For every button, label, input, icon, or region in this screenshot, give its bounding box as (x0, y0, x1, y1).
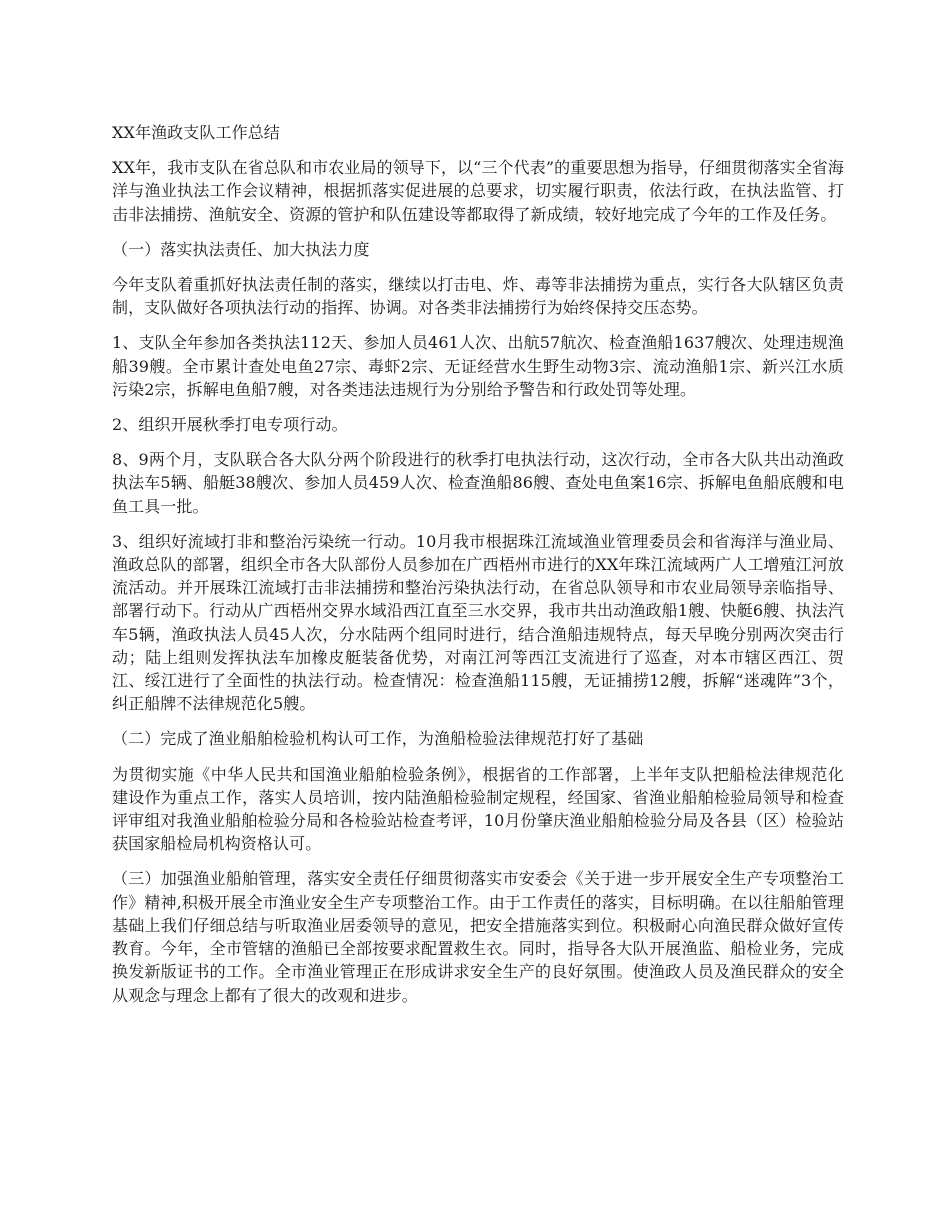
document-title: XX年渔政支队工作总结 (112, 123, 280, 142)
section-heading-1: （一）落实执法责任、加大执法力度 (112, 239, 370, 259)
paragraph: 为贯彻实施《中华人民共和国渔业船舶检验条例》，根据省的工作部署，上半年支队把船检法律规范化建设作为重点工作，落实人员培训，按内陆渔船检验制定规程，经国家、省渔业船舶检验局领导和检查评审组对我渔业船舶检验分局和各检验站检查考评，10月份肇庆渔业船舶检验分局及各县（区）检验站获国家船检局机构资格认可。 (112, 764, 844, 854)
paragraph: 8、9两个月，支队联合各大队分两个阶段进行的秋季打电执法行动，这次行动，全市各大队共出动渔政执法车5辆、船艇38艘次、参加人员459人次、检查渔船86艘、查处电鱼案16宗、拆解电鱼船底艘和电鱼工具一批。 (112, 450, 844, 516)
document-body (112, 121, 844, 1019)
paragraph: 3、组织好流域打非和整治污染统一行动。10月我市根据珠江流域渔业管理委员会和省海洋与渔业局、渔政总队的部署，组织全市各大队部份人员参加在广西梧州市进行的XX年珠江流域两广人工增殖江河放流活动。并开展珠江流域打击非法捕捞和整治污染执法行动，在省总队领导和市农业局领导亲临指导、部署行动下。行动从广西梧州交界水域沿西江直至三水交界，我市共出动渔政船1艘、快艇6艘、执法汽车5辆，渔政执法人员45人次，分水陆两个组同时进行，结合渔船违规特点，每天早晚分别两次突击行动；陆上组则发挥执法车加橡皮艇装备优势，对南江河等西江支流进行了巡查，对本市辖区西江、贺江、绥江进行了全面性的执法行动。检查情况：检查渔船115艘，无证捕捞12艘，拆解“迷魂阵”3个，纠正船牌不法律规范化5艘。 (112, 531, 844, 714)
intro-paragraph: XX年，我市支队在省总队和市农业局的领导下，以“三个代表”的重要思想为指导，仔细贯彻落实全省海洋与渔业执法工作会议精神，根据抓落实促进展的总要求，切实履行职责，依法行政，在执法监管、打击非法捕捞、渔航安全、资源的管护和队伍建设等都取得了新成绩，较好地完成了今年的工作及任务。 (112, 158, 844, 224)
paragraph: 1、支队全年参加各类执法112天、参加人员461人次、出航57航次、检查渔船1637艘次、处理违规渔船39艘。全市累计查处电鱼27宗、毒虾2宗、无证经营水生野生动物3宗、流动渔船1宗、新兴江水质污染2宗，拆解电鱼船7艘，对各类违法违规行为分别给予警告和行政处罚等处理。 (112, 333, 844, 399)
section-heading-2: （二）完成了渔业船舶检验机构认可工作，为渔船检验法律规范打好了基础 (112, 729, 644, 749)
paragraph: 今年支队着重抓好执法责任制的落实，继续以打击电、炸、毒等非法捕捞为重点，实行各大队辖区负责制，支队做好各项执法行动的指挥、协调。对各类非法捕捞行为始终保持交压态势。 (112, 275, 844, 318)
paragraph: 2、组织开展秋季打电专项行动。 (112, 415, 348, 435)
section-heading-3: （三）加强渔业船舶管理，落实安全责任仔细贯彻落实市安委会《关于进一步开展安全生产专项整治工作》精神,积极开展全市渔业安全生产专项整治工作。由于工作责任的落实，目标明确。在以往船舶管理基础上我们仔细总结与听取渔业居委领导的意见，把安全措施落实到位。积极耐心向渔民群众做好宣传教育。今年，全市管辖的渔船已全部按要求配置救生衣。同时，指导各大队开展渔监、船检业务，完成换发新版证书的工作。全市渔业管理正在形成讲求安全生产的良好氛围。使渔政人员及渔民群众的安全从观念与理念上都有了很大的改观和进步。 (112, 869, 844, 1005)
